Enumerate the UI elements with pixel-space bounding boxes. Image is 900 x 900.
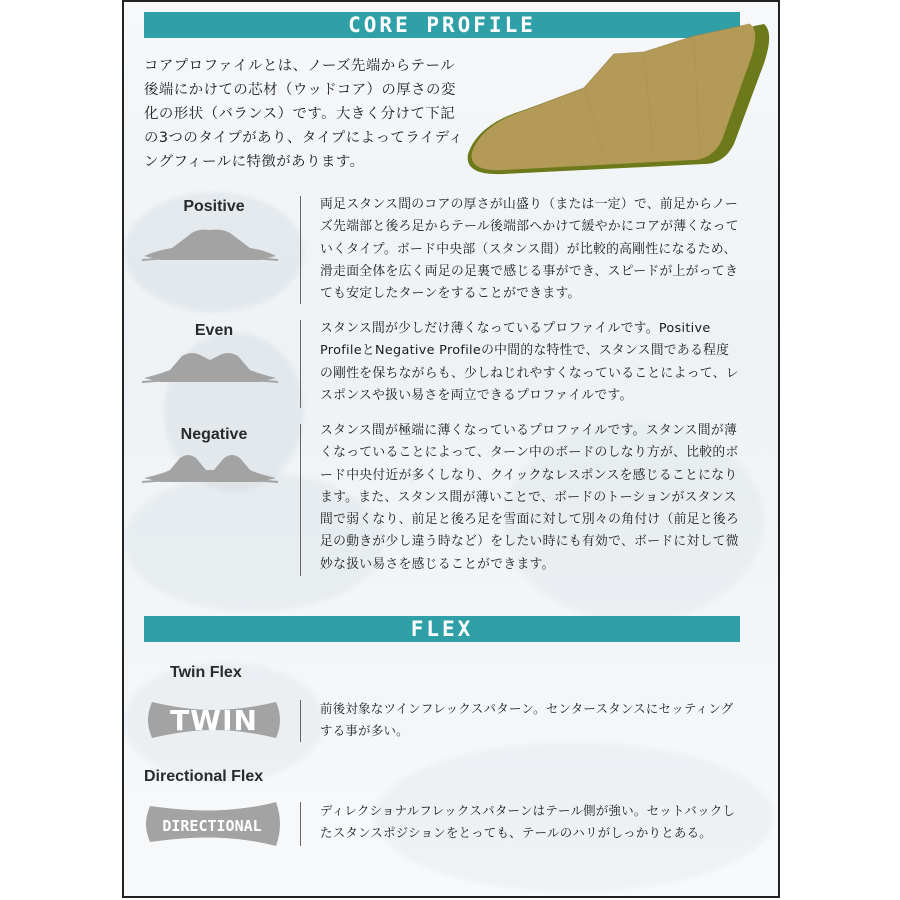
divider-line [300, 700, 301, 742]
profile-desc-negative: スタンス間が極端に薄くなっているプロファイルです。スタンス間が薄くなっていることによって、ターン中のボードのしなり方が、比較的ボード中央付近が多くしなり、クイックなレスポンスを感じることになります。また、スタンス間が薄いことで、ボードのトーションがスタンス間で弱くなり、前足と後ろ足を雪面に対して別々の角付け（前足と後ろ足の動きが少し違う時など）をしたい時にも有効で、ボードに対して微妙な扱い易さを感じることができます。 [320, 423, 740, 572]
twin-badge-text: TWIN [170, 704, 258, 737]
flex-desc-twin: 前後対象なツインフレックスパターン。センタースタンスにセッティングする事が多い。 [320, 701, 734, 739]
core-profile-intro: コアプロファイルとは、ノーズ先端からテール後端にかけての芯材（ウッドコア）の厚さの変化の形状（バランス）です。大きく分けて下記の3つのタイプがあり、タイプによってライディングフィールに特徴があります。 [144, 58, 464, 170]
twin-flex-badge [146, 694, 282, 746]
profile-desc-even: スタンス間が少しだけ薄くなっているプロファイルです。Positive ProfileとNegative Profileの中間的な特性で、スタンス間である程度の剛性を保ちながらも、少しねじれやすくなっていることによって、レスポンスや扱い易さを両立できるプロファイルです。 [320, 321, 739, 403]
profile-label-positive: Positive [183, 198, 245, 215]
flex-label-directional: Directional Flex [144, 768, 264, 785]
flex-label-twin: Twin Flex [170, 664, 242, 681]
flex-heading: FLEX [410, 617, 474, 641]
divider-line [300, 802, 301, 846]
profile-desc-positive: 両足スタンス間のコアの厚さが山盛り（または一定）で、前足からノーズ先端部と後ろ足からテール後端部へかけて緩やかにコアが薄くなっていくタイプ。ボード中央部（スタンス間）が比較的高剛性になるため、滑走面全体を広く両足の足裏で感じる事ができ、スピードが上がってきても安定したターンをすることができます。 [320, 197, 739, 302]
divider-line [300, 196, 301, 304]
negative-profile-shape [140, 448, 280, 488]
flex-heading-bar [144, 616, 740, 642]
divider-line [300, 320, 301, 408]
profile-label-even: Even [194, 322, 234, 339]
spec-card [122, 0, 780, 898]
flex-desc-directional: ディレクショナルフレックスパターンはテール側が強い。セットバックしたスタンスポジションをとっても、テールのハリがしっかりとある。 [320, 803, 736, 841]
profile-label-negative: Negative [180, 426, 248, 443]
directional-badge-text: DIRECTIONAL [162, 817, 262, 835]
directional-flex-badge [144, 798, 282, 850]
even-profile-shape [140, 346, 280, 390]
positive-profile-shape [140, 220, 280, 268]
core-profile-heading: CORE PROFILE [348, 13, 536, 37]
wood-core-illustration [464, 14, 776, 184]
divider-line [300, 424, 301, 576]
